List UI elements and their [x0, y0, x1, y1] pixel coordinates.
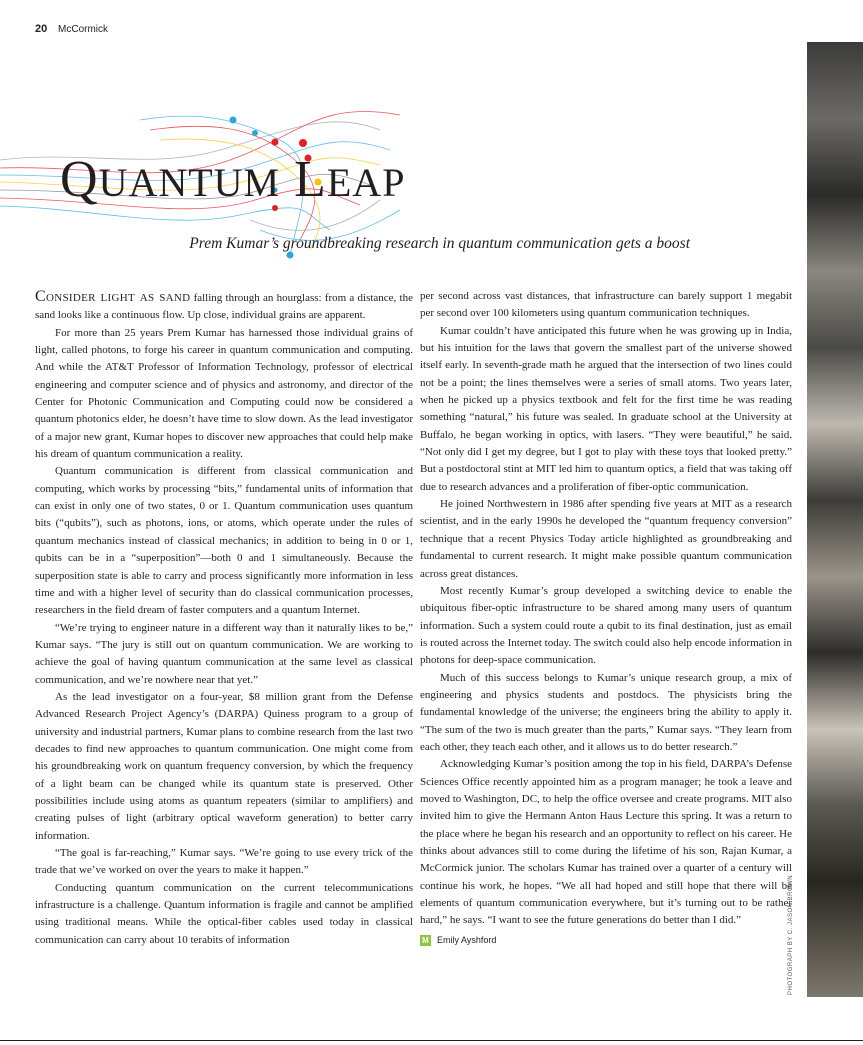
paragraph: “We’re trying to engineer nature in a different way than it naturally likes to be,” Kumar says. “The jury is still out on quantum communication. We are working to achieve the goal of having quantum communication at the same level as classical communication, and we’re nowhere near that yet.”: [35, 621, 413, 686]
page-bottom-rule: [0, 1040, 863, 1041]
paragraph: Much of this success belongs to Kumar’s unique research group, a mix of engineering and physics students and postdocs. The physicists bring the fundamental knowledge of the universe; the engineers bring the ability to apply it. “The sum of the two is much greater than the parts,” Kumar says. “They learn from each other, they teach each other, and it allows us to do better research.”: [420, 671, 792, 753]
article-subtitle: Prem Kumar’s groundbreaking research in quantum communication gets a boost: [189, 235, 690, 252]
photo-credit: PHOTOGRAPH BY C. JASON BROWN: [788, 874, 794, 995]
paragraph: Kumar couldn’t have anticipated this future when he was growing up in India, but his intuition for the laws that govern the smallest part of the universe showed itself early. In seventh-grade math he argued that the intersection of two lines could not be a point; the lines themselves were a series of small atoms. Two years later, when he picked up a physics textbook and felt for the first time he was reading something “natural,” his future was sealed. In graduate school at the University at Buffalo, he began working in optics, with lasers. “They were beautiful,” he said. “Not only did I get my degree, but I got to play with these toys that looked pretty.” But a postdoctoral stint at MIT led him to quantum optics, a field that was taking off due to research advances and a proliferation of fiber-optic communication.: [420, 324, 792, 493]
paragraph: “The goal is far-reaching,” Kumar says. “We’re going to use every trick of the trade that we’ve worked on over the years to make it happen.”: [35, 847, 413, 877]
lead-in: Consider light as sand: [35, 288, 191, 305]
byline: [420, 932, 792, 949]
paragraph: Acknowledging Kumar’s position among the top in his field, DARPA’s Defense Sciences Office recently appointed him as a program manager; he took a leave and moved to Washington, DC, to help the office oversee and create programs. MIT also invited him to give the Hermann Anton Haus Lecture this spring. It was a return to the place where he began his research and an opportunity to reflect on his career. He thinks about advances still to come during the lifetime of his son, Rajan Kumar, a McCormick junior. The scholars Kumar has trained over a quarter of a century will continue his work, he hopes. “We all had hoped and still hope that there will be elements of quantum communication everywhere, but it’s turning out to be rather hard,” he says. “I want to see the future generations do better than I did.”: [420, 758, 792, 927]
column-1: [35, 288, 413, 949]
column-2: [420, 288, 792, 949]
lab-photo: [807, 42, 863, 997]
page-header: [35, 23, 108, 35]
paragraph: per second across vast distances, that infrastructure can barely support 1 megabit per second over 100 kilometers using quantum communication techniques.: [420, 290, 792, 320]
publication-name: McCormick: [58, 24, 109, 35]
article-title: QUANTUM LEAP: [60, 151, 406, 208]
mccormick-badge-icon: M: [420, 935, 431, 946]
paragraph: Most recently Kumar’s group developed a switching device to enable the ubiquitous fiber-optic infrastructure to be shared among many users of quantum information. Such a system could route a qubit to its final destination, just as email is routed across the Internet today. The switch could also help encode information in photons for deep-space communication.: [420, 584, 792, 667]
paragraph: As the lead investigator on a four-year, $8 million grant from the Defense Advanced Research Project Agency’s (DARPA) Quiness program to a group of university and industrial partners, Kumar plans to combine research from the last two decades to find new approaches to quantum communication. One might come from his groundbreaking work on quantum frequency conversion, by which the frequency of a light beam can be changed while its quantum state is preserved. Other possibilities include using atoms as quantum repeaters (similar to amplifiers) and creating pulses of light (arbitrary optical waveform generation) to better carry information.: [35, 690, 413, 842]
paragraph: For more than 25 years Prem Kumar has harnessed those individual grains of light, called photons, to forge his career in quantum communication and computing. And while the AT&T Professor of Information Technology, professor of electrical engineering and computer science and of physics and astronomy, and director of the Center for Photonic Communication and Computing could now be considered a quantum photonics elder, he doesn’t have time to slow down. As the lead investigator of a major new grant, Kumar hopes to discover new approaches that could help make his dream of quantum communication a reality.: [35, 326, 413, 461]
page-number: 20: [35, 23, 48, 35]
paragraph: He joined Northwestern in 1986 after spending five years at MIT as a research scientist, and in the early 1990s he developed the “quantum frequency conversion” technique that a recent Physics Today article highlighted as groundbreaking and fundamental to current research. It might make possible quantum communication across great distances.: [420, 498, 792, 580]
paragraph: Quantum communication is different from classical communication and computing, which works by processing “bits,” fundamental units of information that can exist in only one of two states, 0 or 1. Quantum communication uses quantum bits (“qubits”), such as photons, ions, or atoms, which operate under the rules of quantum mechanics instead of classical mechanics; in addition to being in 0 or 1, qubits can be in a “superposition”—both 0 and 1 simultaneously. Because the superposition state is able to carry and process significantly more information in less time and with a higher level of security than do classical communication processes, researchers in the field dream of faster computers and a quantum Internet.: [35, 465, 413, 617]
paragraph: Consider light as sand falling through an hourglass: from a distance, the sand looks like a continuous flow. Up close, individual grains are apparent.: [35, 288, 413, 322]
paragraph: Conducting quantum communication on the current telecommunications infrastructure is a challenge. Quantum information is fragile and cannot be amplified using traditional means. While the optical-fiber cables used today in classical communication can carry about 10 terabits of information: [35, 881, 413, 946]
author-name: Emily Ayshford: [437, 934, 497, 945]
